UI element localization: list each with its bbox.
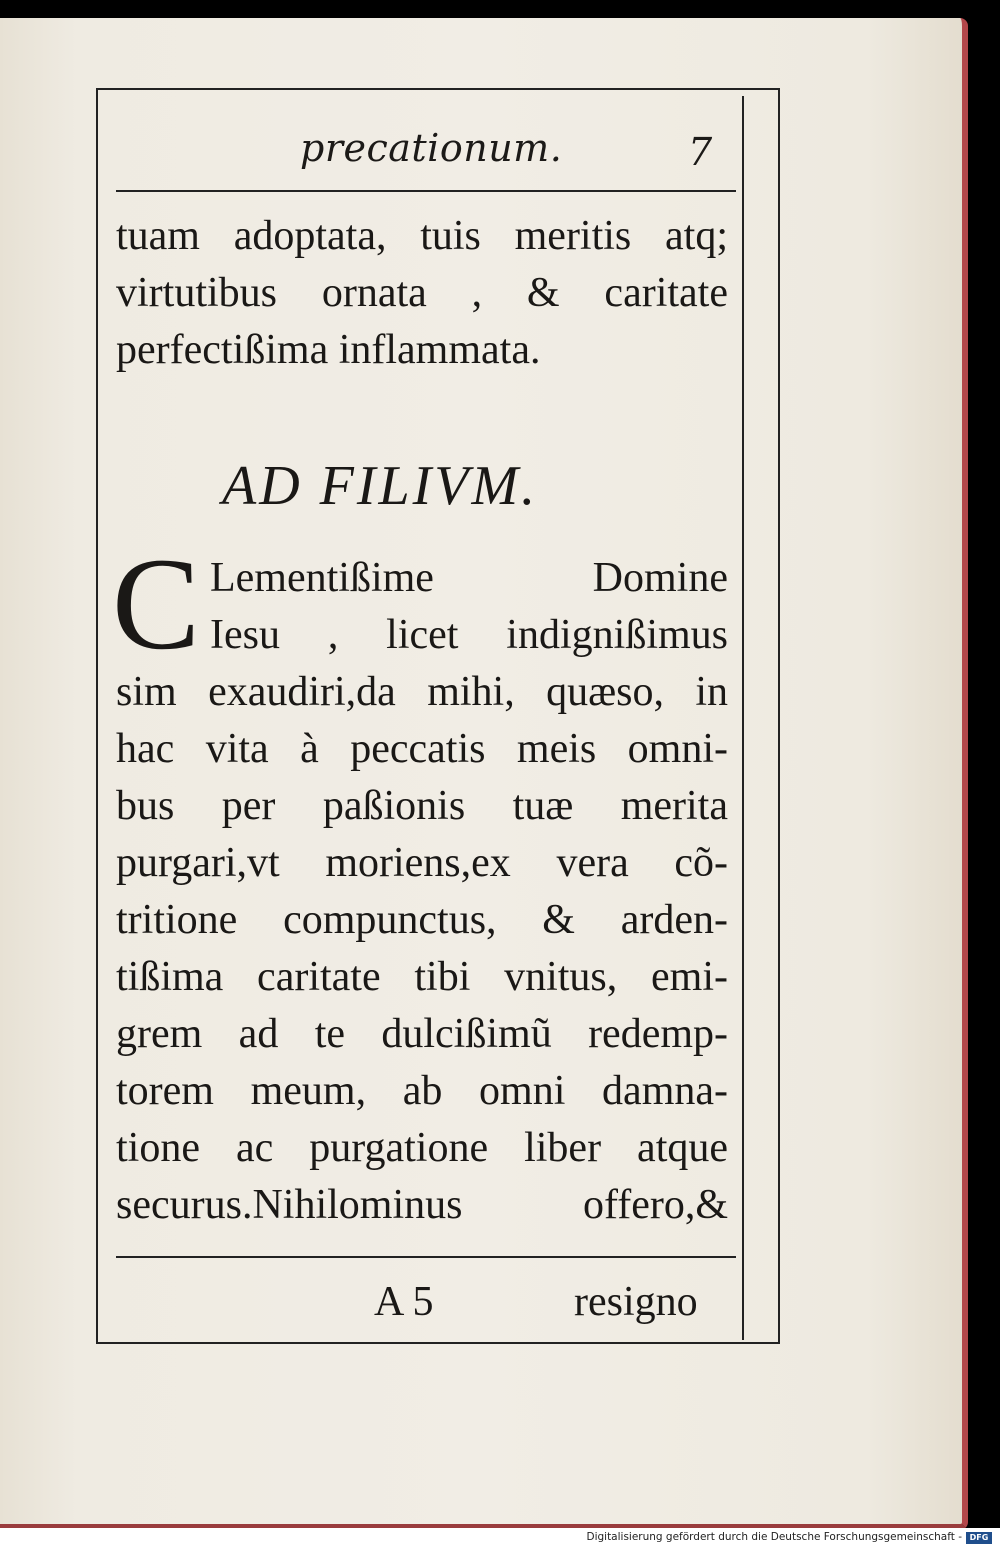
text-line: tritione compunctus, & arden- bbox=[116, 897, 728, 943]
text-line: Lementißime Domine bbox=[210, 555, 728, 601]
footer-rule bbox=[116, 1256, 736, 1258]
drop-capital: C bbox=[112, 530, 201, 677]
text-line: securus.Nihilominus offero,& bbox=[116, 1182, 728, 1228]
signature-mark: A 5 bbox=[374, 1279, 434, 1325]
text-line: tuam adoptata, tuis meritis atq; bbox=[116, 213, 728, 259]
text-line: bus per paßionis tuæ merita bbox=[116, 783, 728, 829]
funding-credit: Digitalisierung gefördert durch die Deutsche Forschungsgemeinschaft - bbox=[586, 1531, 962, 1543]
dfg-logo-icon: DFG bbox=[966, 1532, 992, 1544]
page-number: 7 bbox=[688, 130, 713, 174]
digitization-footer bbox=[0, 1528, 1000, 1548]
text-line: tißima caritate tibi vnitus, emi- bbox=[116, 954, 728, 1000]
running-head-title: precationum. bbox=[300, 126, 563, 170]
text-line: virtutibus ornata , & caritate bbox=[116, 270, 728, 316]
page-frame-inner-rule bbox=[742, 96, 744, 1340]
text-line: grem ad te dulcißimũ redemp- bbox=[116, 1011, 728, 1057]
text-line: tione ac purgatione liber atque bbox=[116, 1125, 728, 1171]
text-line: purgari,vt moriens,ex vera cõ- bbox=[116, 840, 728, 886]
section-heading: AD FILIVM. bbox=[222, 455, 539, 517]
header-rule bbox=[116, 190, 736, 192]
body-top-text bbox=[116, 208, 728, 379]
text-line: hac vita à peccatis meis omni- bbox=[116, 726, 728, 772]
catchword: resigno bbox=[574, 1279, 698, 1325]
text-line: torem meum, ab omni damna- bbox=[116, 1068, 728, 1114]
text-line: perfectißima inflammata. bbox=[116, 327, 541, 373]
prayer-text bbox=[116, 550, 728, 1234]
text-line: Iesu , licet indignißimus bbox=[210, 612, 728, 658]
text-line: sim exaudiri,da mihi, quæso, in bbox=[116, 669, 728, 715]
